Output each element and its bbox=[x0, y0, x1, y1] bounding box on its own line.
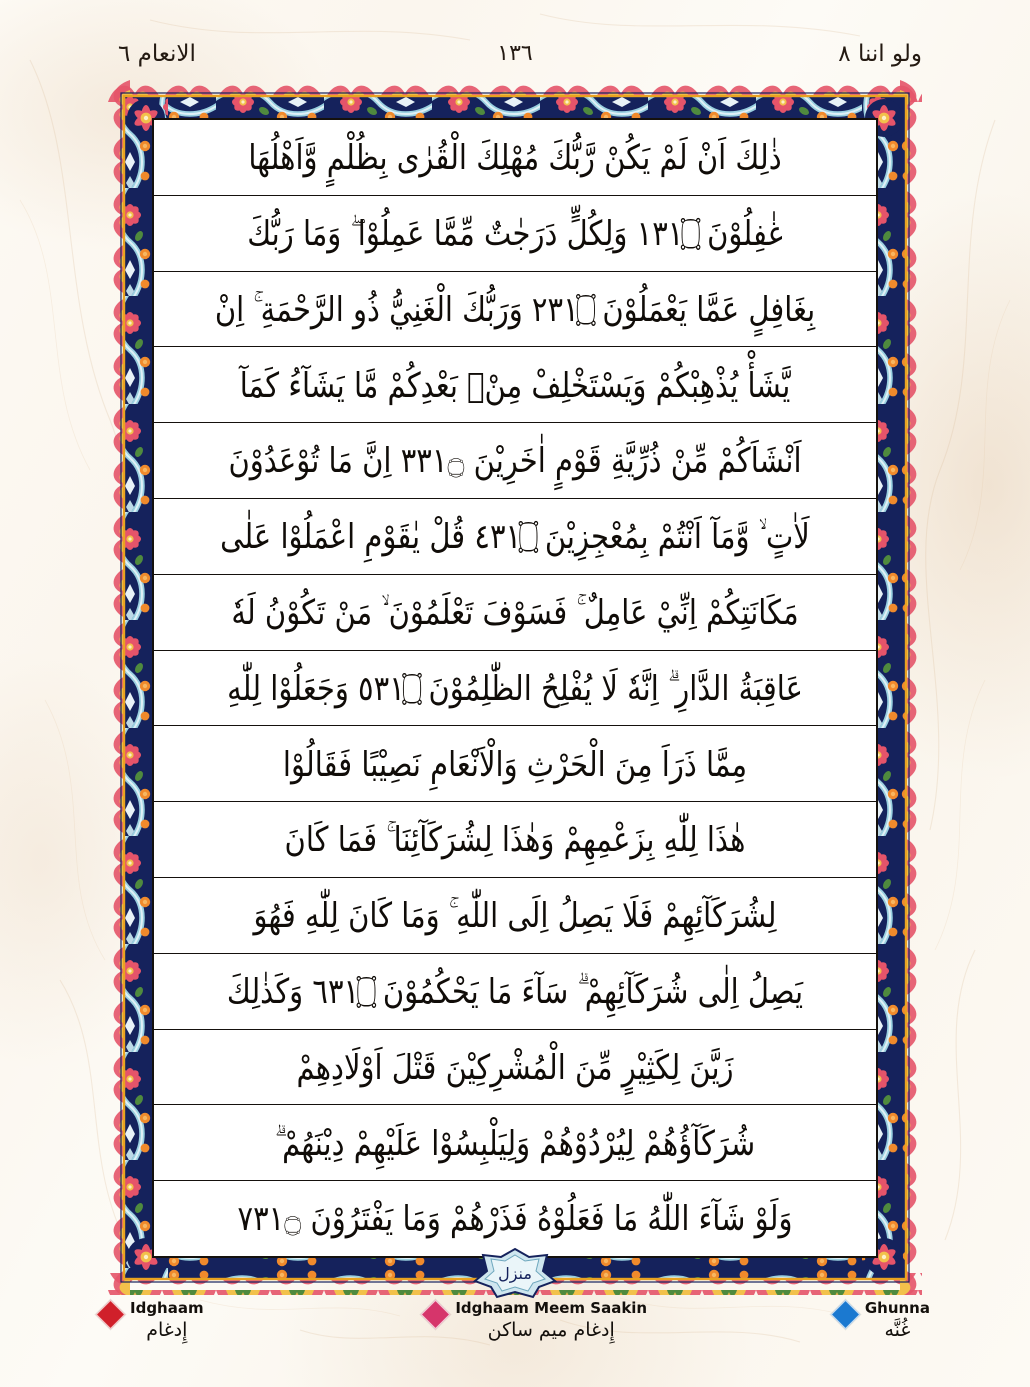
legend-item-ghunna bbox=[835, 1300, 930, 1342]
legend-label-en: Idghaam bbox=[130, 1299, 204, 1317]
ayah-line bbox=[154, 347, 876, 423]
ayah-line bbox=[154, 499, 876, 575]
legend-label-ar: إِدغام bbox=[146, 1319, 188, 1342]
ayah-line-text: يَّشَأْ يُذْهِبْكُمْ وَيَسْتَخْلِفْ مِنْۢ بَعْدِكُمْ مَّا يَشَآءُ كَمَآ bbox=[239, 364, 791, 405]
ayah-line bbox=[154, 196, 876, 272]
manzil-label: منزل bbox=[498, 1263, 532, 1283]
ayah-line bbox=[154, 726, 876, 802]
ayah-line-text: اَنْشَاَكُمْ مِّنْ ذُرِّيَّةِ قَوْمٍ اٰخَرِيْنَ ۝١٣٣ اِنَّ مَا تُوْعَدُوْنَ bbox=[228, 440, 802, 481]
legend-label-ar: إِدغام ميم ساكن bbox=[487, 1319, 615, 1342]
ayah-line bbox=[154, 575, 876, 651]
ayah-line bbox=[154, 954, 876, 1030]
legend-item-idghaam bbox=[100, 1300, 204, 1342]
idghaam-diamond-icon bbox=[96, 1300, 126, 1330]
ayah-line bbox=[154, 651, 876, 727]
ayah-line-text: هٰذَا لِلّٰهِ بِزَعْمِهِمْ وَهٰذَا لِشُرَكَآئِنَا ۚ فَمَا كَانَ bbox=[284, 819, 746, 860]
juz-name-header: ولو اننا ٨ bbox=[838, 41, 922, 67]
scripture-panel bbox=[152, 118, 878, 1258]
ayah-line-text: يَصِلُ اِلٰى شُرَكَآئِهِمْ ۗ سَآءَ مَا يَحْكُمُوْنَ ۝١٣٦ وَكَذٰلِكَ bbox=[226, 970, 804, 1011]
ayah-line bbox=[154, 1181, 876, 1256]
ayah-line-text: زَيَّنَ لِكَثِيْرٍ مِّنَ الْمُشْرِكِيْنَ قَتْلَ اَوْلَادِهِمْ bbox=[296, 1046, 734, 1087]
ayah-line bbox=[154, 878, 876, 954]
legend-item-idghaam-meem-saakin bbox=[425, 1300, 647, 1342]
ayah-line-text: شُرَكَآؤُهُمْ لِيُرْدُوْهُمْ وَلِيَلْبِسُوْا عَلَيْهِمْ دِيْنَهُمْ ۗ bbox=[274, 1122, 756, 1163]
ayah-line-text: وَلَوْ شَآءَ اللّٰهُ مَا فَعَلُوْهُ فَذَرْهُمْ وَمَا يَفْتَرُوْنَ ۝١٣٧ bbox=[237, 1198, 793, 1239]
ghunna-diamond-icon bbox=[830, 1300, 860, 1330]
tajweed-legend bbox=[100, 1300, 930, 1362]
ayah-line-text: مِمَّا ذَرَاَ مِنَ الْحَرْثِ وَالْاَنْعَامِ نَصِيْبًا فَقَالُوْا bbox=[282, 743, 748, 784]
legend-label-ar: غُنَّه bbox=[884, 1319, 911, 1342]
legend-label-en: Ghunna bbox=[864, 1299, 930, 1317]
surah-name-header: الانعام ٦ bbox=[118, 41, 196, 67]
ayah-line-text: لِشُرَكَآئِهِمْ فَلَا يَصِلُ اِلَى اللّٰهِ ۚ وَمَا كَانَ لِلّٰهِ فَهُوَ bbox=[253, 895, 777, 936]
legend-label-en: Idghaam Meem Saakin bbox=[455, 1299, 648, 1317]
ayah-line bbox=[154, 1105, 876, 1181]
ayah-line-text: غٰفِلُوْنَ ۝١٣١ وَلِكُلٍّ دَرَجٰتٌ مِّمَّا عَمِلُوْا ۖ وَمَا رَبُّكَ bbox=[247, 212, 783, 253]
ayah-line bbox=[154, 802, 876, 878]
ayah-line bbox=[154, 272, 876, 348]
idghaam-meem-saakin-diamond-icon bbox=[421, 1300, 451, 1330]
manzil-marker bbox=[467, 1247, 563, 1299]
ayah-line-text: لَاٰتٍ ۙ وَّمَآ اَنْتُمْ بِمُعْجِزِيْنَ ۝١٣٤ قُلْ يٰقَوْمِ اعْمَلُوْا عَلٰى bbox=[220, 516, 810, 557]
ayah-line bbox=[154, 423, 876, 499]
ayah-line-text: ذٰلِكَ اَنْ لَمْ يَكُنْ رَّبُّكَ مُهْلِكَ الْقُرٰى بِظُلْمٍ وَّاَهْلُهَا bbox=[248, 137, 782, 178]
ayah-line-text: عَاقِبَةُ الدَّارِ ۗ اِنَّهٗ لَا يُفْلِحُ الظّٰلِمُوْنَ ۝١٣٥ وَجَعَلُوْا لِلّٰهِ bbox=[227, 667, 803, 708]
ayah-line bbox=[154, 1030, 876, 1106]
ayah-line bbox=[154, 120, 876, 196]
ayah-line-text: بِغَافِلٍ عَمَّا يَعْمَلُوْنَ ۝١٣٢ وَرَبُّكَ الْغَنِيُّ ذُو الرَّحْمَةِ ۚ اِنْ bbox=[214, 288, 816, 329]
page-number: ١٣٦ bbox=[497, 41, 533, 66]
ayah-line-text: مَكَانَتِكُمْ اِنِّيْ عَامِلٌ ۚ فَسَوْفَ تَعْلَمُوْنَ ۙ مَنْ تَكُوْنُ لَهٗ bbox=[231, 591, 799, 632]
